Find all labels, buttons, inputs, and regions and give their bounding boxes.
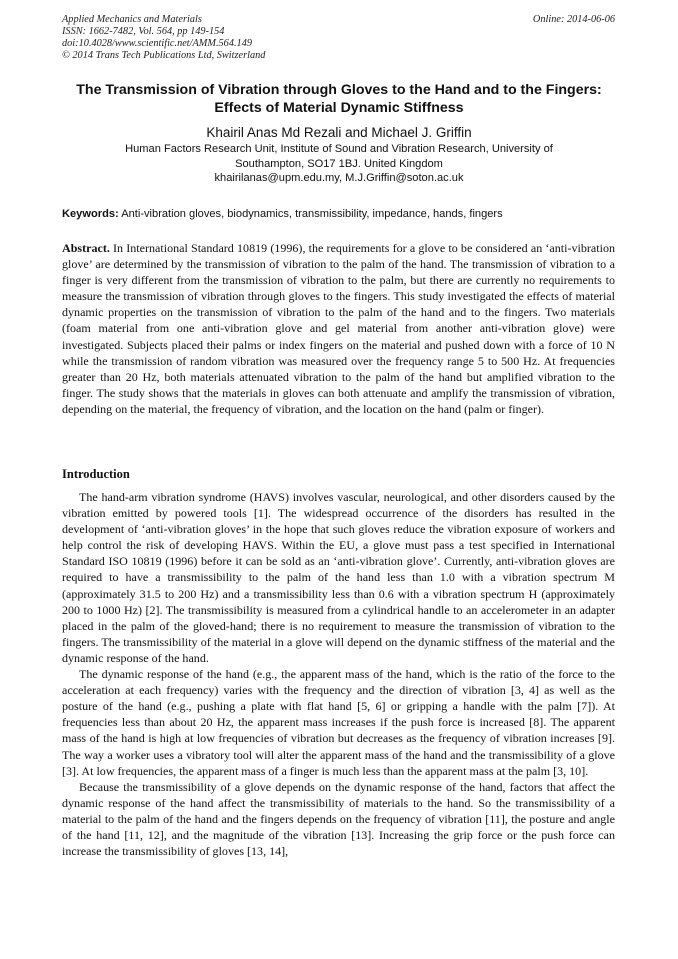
keywords [62, 207, 622, 221]
affiliation-line-2: Southampton, SO17 1BJ. United Kingdom [235, 157, 443, 170]
affiliation-line-1: Human Factors Research Unit, Institute of Sound and Vibration Research, University of [125, 143, 553, 155]
issn-line: ISSN: 1662-7482, Vol. 564, pp 149-154 [62, 26, 225, 37]
doi-line: doi:10.4028/www.scientific.net/AMM.564.149 [62, 38, 252, 49]
keywords-label: Keywords: [62, 208, 119, 220]
publication-header [62, 14, 265, 62]
copyright-line: © 2014 Trans Tech Publications Ltd, Switzerland [62, 50, 266, 61]
paper-title: The Transmission of Vibration through Gloves to the Hand and to the Fingers: Effects of Material Dynamic Stiffness [76, 82, 602, 116]
author-emails: khairilanas@upm.edu.my, M.J.Griffin@soton.ac.uk [214, 172, 464, 184]
online-date: Online: 2014-06-06 [532, 14, 615, 25]
intro-paragraph-1: The hand-arm vibration syndrome (HAVS) involves vascular, neurological, and other disorders caused by the vibration emitted by powered tools [1]. The widespread occurrence of the disorders has resulted in the development of ‘anti-vibration gloves’ in the hope that such gloves reduce the vibration exposure of workers and help control the risk of developing HAVS. Within the EU, a glove must pass a test specified in International Standard ISO 10819 (1996) before it can be sold as an ‘anti-vibration glove’. Currently, anti-vibration gloves are required to have a transmissibility to the palm of the hand less than 1.0 with a vibration spectrum M (approximately 31.5 to 200 Hz) and a transmissibility less than 0.6 with a vibration spectrum H (approximately 200 to 1000 Hz) [2]. The transmissibility is measured from a cylindrical handle to an accelerometer in an adapter placed in the palm of the gloved-hand; there is no requirement to measure the transmission of vibration to the fingers. The transmissibility of the material in a glove will depend on the dynamic stiffness of the material and the dynamic response of the hand. [62, 490, 615, 665]
affiliation [80, 142, 598, 186]
introduction-body [62, 489, 615, 859]
section-heading-introduction: Introduction [62, 467, 130, 481]
journal-name: Applied Mechanics and Materials [62, 14, 202, 25]
intro-paragraph-2: The dynamic response of the hand (e.g., the apparent mass of the hand, which is the ratio of the force to the acceleration at each frequency) varies with the frequency and the direction of vibration [3, 4] as well as the posture of the hand (e.g., pushing a plate with flat hand [5, 6] or gripping a handle with the palm [7]). At frequencies less than about 20 Hz, the apparent mass increases if the push force is increased [8]. The apparent mass of the hand is high at low frequencies of vibration but decreases as the frequency of vibration increases [9]. The way a worker uses a vibratory tool will alter the apparent mass of the hand and the transmissibility of a glove [3]. At low frequencies, the apparent mass of a finger is much less than the apparent mass at the palm [3, 10]. [62, 667, 615, 778]
author-list: Khairil Anas Md Rezali and Michael J. Griffin [206, 125, 472, 140]
keywords-text: Anti-vibration gloves, biodynamics, transmissibility, impedance, hands, fingers [121, 208, 503, 220]
abstract-text: In International Standard 10819 (1996), the requirements for a glove to be considered an ‘anti-vibration glove’ are determined by the transmission of vibration to the palm of the hand. The transmission of vibration to a finger is very different from the transmission of vibration to the palm, but there are currently no requirements to measure the transmission of vibration through gloves to the fingers. This study investigated the effects of material dynamic properties on the transmission of vibration to the palm of the hand and to the fingers. Two materials (foam material from one anti-vibration glove and gel material from another anti-vibration glove) were investigated. Subjects placed their palms or index fingers on the material and pushed down with a force of 10 N while the transmission of random vibration was measured over the frequency range 5 to 500 Hz. At frequencies greater than 20 Hz, both materials attenuated vibration to the palm of the hand but amplified vibration to the finger. The study shows that the materials in gloves can both attenuate and amplify the transmission of vibration, depending on the material, the frequency of vibration, and the location on the hand (palm or finger). [62, 241, 616, 416]
intro-paragraph-3: Because the transmissibility of a glove depends on the dynamic response of the hand, factors that affect the dynamic response of the hand affect the transmissibility of materials to the hand. So the transmissibility of a material to the palm of the hand and the fingers depends on the frequency of vibration [11], the posture and angle of the hand [11, 12], and the magnitude of the vibration [13]. Increasing the grip force or the push force can increase the transmissibility of gloves [13, 14], [62, 779, 615, 859]
abstract [62, 240, 615, 417]
abstract-label: Abstract. [62, 241, 110, 255]
